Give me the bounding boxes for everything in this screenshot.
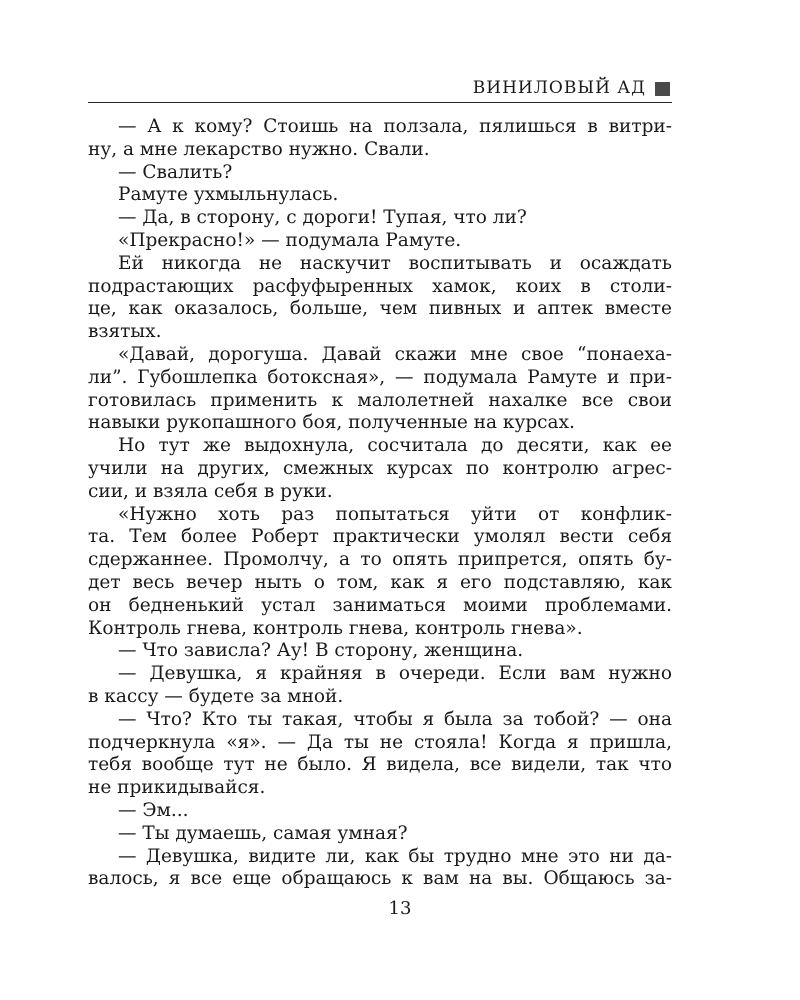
text-line: — Девушка, я крайняя в очереди. Если вам нужно <box>118 663 672 685</box>
text-line: — Свалить? <box>118 161 233 183</box>
text-line: учили на других, смежных курсах по контролю агрес- <box>88 457 672 479</box>
text-line: Но тут же выдохнула, сосчитала до десяти, как ее <box>118 435 672 457</box>
square-ornament-icon <box>655 82 670 96</box>
text-line: дет весь вечер ныть о том, как я его подставляю, как <box>88 571 672 593</box>
text-line: — А к кому? Стоишь на ползала, пялишься в витри- <box>118 116 672 137</box>
page-number: 13 <box>388 898 412 919</box>
text-line: — Что? Кто ты такая, чтобы я была за тобой? — она <box>118 708 672 730</box>
text-line: он бедненький устал заниматься моими проблемами. <box>88 594 672 616</box>
text-line: — Ты думаешь, самая умная? <box>118 822 408 844</box>
text-line: ли”. Губошлепка ботоксная», — подумала Рамуте и при- <box>88 366 672 388</box>
text-line: взятых. <box>88 321 162 343</box>
page-body <box>88 116 672 891</box>
text-line: подрастающих расфуфыренных хамок, коих в столи- <box>88 275 672 297</box>
text-line: Контроль гнева, контроль гнева, контроль гнева». <box>88 617 583 639</box>
text-line: «Нужно хоть раз попытаться уйти от конфлик- <box>118 503 672 525</box>
text-line: «Давай, дорогуша. Давай скажи мне свое “понаеха- <box>118 343 672 365</box>
text-line: — Что зависла? Ау! В сторону, женщина. <box>118 640 524 662</box>
text-line: в кассу — будете за мной. <box>88 685 344 707</box>
text-line: — Девушка, видите ли, как бы трудно мне это ни да- <box>118 845 672 867</box>
running-head <box>88 76 672 103</box>
text-line: «Прекрасно!» — подумала Рамуте. <box>118 229 462 251</box>
text-line: навыки рукопашного боя, полученные на курсах. <box>88 412 575 434</box>
text-line: подчеркнула «я». — Да ты не стояла! Когда я пришла, <box>88 731 672 753</box>
text-line: сии, и взяла себя в руки. <box>88 480 333 502</box>
text-line: сдержаннее. Промолчу, а то опять припрется, опять бу- <box>88 549 672 571</box>
text-line: валось, я все еще обращаюсь к вам на вы. Общаюсь за- <box>88 868 672 890</box>
text-line: ну, а мне лекарство нужно. Свали. <box>88 138 430 160</box>
text-line: та. Тем более Роберт практически умолял вести себя <box>88 526 672 548</box>
text-line: тебя вообще тут не было. Я видела, все видели, так что <box>88 754 672 776</box>
text-line: не прикидывайся. <box>88 777 266 799</box>
text-line: Ей никогда не наскучит воспитывать и осаждать <box>118 252 672 274</box>
text-line: готовилась применить к малолетней нахалке все свои <box>88 389 672 411</box>
text-line: — Эм... <box>118 799 189 821</box>
text-line: — Да, в сторону, с дороги! Тупая, что ли? <box>118 207 527 229</box>
text-line: Рамуте ухмыльнулась. <box>118 184 339 206</box>
running-head-title: ВИНИЛОВЫЙ АД <box>472 78 646 98</box>
text-line: це, как оказалось, больше, чем пивных и аптек вместе <box>88 298 672 320</box>
